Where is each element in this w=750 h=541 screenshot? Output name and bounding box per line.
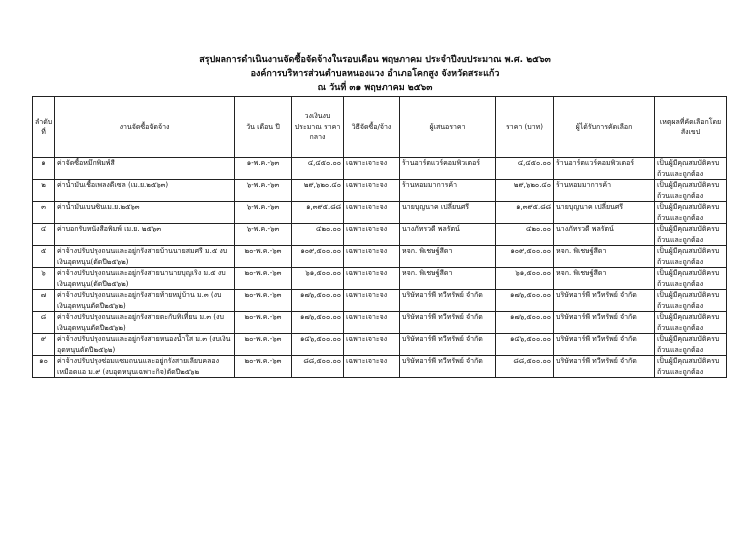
cell-date: ๒๐-พ.ค.-๖๓: [235, 290, 292, 312]
cell-bidder: นางภัทรวดี พลรัตน์: [400, 224, 496, 246]
document-header: [0, 54, 750, 96]
cell-method: เฉพาะเจาะจง: [344, 268, 400, 290]
cell-winner: บริษัทอาร์พี ทวีทรัพย์ จำกัด: [554, 334, 655, 356]
col-header-date: วัน เดือน ปี: [235, 97, 292, 158]
cell-date: ๑-พ.ค.-๖๓: [235, 158, 292, 180]
cell-budget: ๑๗๖,๕๐๐.๐๐: [292, 290, 344, 312]
cell-price: ๖๑,๕๐๐.๐๐: [496, 268, 554, 290]
cell-budget: ๑,๓๙๕.๘๘: [292, 202, 344, 224]
cell-bidder: ร้านหอมมาการค้า: [400, 180, 496, 202]
table-row: [33, 202, 727, 224]
cell-method: เฉพาะเจาะจง: [344, 246, 400, 268]
cell-reason: เป็นผู้มีคุณสมบัติครบถ้วนและถูกต้อง: [655, 246, 727, 268]
cell-bidder: ร้านอาร์ตแวร์คอมพิวเตอร์: [400, 158, 496, 180]
cell-no: ๙: [33, 334, 55, 356]
cell-winner: บริษัทอาร์พี ทวีทรัพย์ จำกัด: [554, 356, 655, 378]
table-row: [33, 268, 727, 290]
cell-no: ๔: [33, 224, 55, 246]
cell-item: ค่าจ้างปรับปรุงถนนและอยู่กรังสายท้ายหมู่บ้าน ม.๓ (งบเงินอุดหนุนตัดปี๒๕๖๒): [55, 290, 235, 312]
cell-winner: นางภัทรวดี พลรัตน์: [554, 224, 655, 246]
cell-no: ๓: [33, 202, 55, 224]
cell-date: ๖-พ.ค.-๖๓: [235, 224, 292, 246]
cell-price: ๑๗๖,๕๐๐.๐๐: [496, 290, 554, 312]
cell-no: ๘: [33, 312, 55, 334]
cell-date: ๖-พ.ค.-๖๓: [235, 180, 292, 202]
table-row: [33, 356, 727, 378]
cell-winner: หจก. พิเชษฐ์สีดา: [554, 268, 655, 290]
cell-no: ๖: [33, 268, 55, 290]
cell-price: ๑,๓๙๕.๘๘: [496, 202, 554, 224]
cell-bidder: หจก. พิเชษฐ์สีดา: [400, 246, 496, 268]
col-header-item: งานจัดซื้อจัดจ้าง: [55, 97, 235, 158]
cell-method: เฉพาะเจาะจง: [344, 312, 400, 334]
cell-winner: นายบุญนาค เปลี่ยนศรี: [554, 202, 655, 224]
col-header-no: ลำดับที่: [33, 97, 55, 158]
organization-name: องค์การบริหารส่วนตำบลหนองแวง อำเภอโคกสูง จังหวัดสระแก้ว: [250, 68, 500, 79]
cell-reason: เป็นผู้มีคุณสมบัติครบถ้วนและถูกต้อง: [655, 224, 727, 246]
col-header-method: วิธีจัดซื้อ/จ้าง: [344, 97, 400, 158]
cell-item: ค่าน้ำมันเชื้อเพลงดีเซล (เม.ย.๒๕๖๓): [55, 180, 235, 202]
cell-method: เฉพาะเจาะจง: [344, 158, 400, 180]
table-header-row: [33, 97, 727, 158]
cell-winner: ร้านหอมมาการค้า: [554, 180, 655, 202]
cell-reason: เป็นผู้มีคุณสมบัติครบถ้วนและถูกต้อง: [655, 268, 727, 290]
cell-winner: หจก. พิเชษฐ์สีดา: [554, 246, 655, 268]
cell-winner: ร้านอาร์ตแวร์คอมพิวเตอร์: [554, 158, 655, 180]
cell-no: ๑: [33, 158, 55, 180]
procurement-table: [32, 96, 727, 378]
cell-date: ๒๐-พ.ค.-๖๓: [235, 356, 292, 378]
cell-winner: บริษัทอาร์พี ทวีทรัพย์ จำกัด: [554, 312, 655, 334]
cell-method: เฉพาะเจาะจง: [344, 334, 400, 356]
table-row: [33, 334, 727, 356]
report-date: ณ วันที่ ๓๑ พฤษภาคม ๒๕๖๓: [317, 83, 433, 93]
cell-reason: เป็นผู้มีคุณสมบัติครบถ้วนและถูกต้อง: [655, 312, 727, 334]
cell-budget: ๘๘,๕๐๐.๐๐: [292, 356, 344, 378]
cell-price: ๔๒๐.๐๐: [496, 224, 554, 246]
cell-reason: เป็นผู้มีคุณสมบัติครบถ้วนและถูกต้อง: [655, 334, 727, 356]
cell-item: ค่าจ้างปรับปรุงถนนและอยู่กรังสายบ้านนายสมศรี ม.๕ งบเงินอุดหนุน(ตัดปี๒๕๖๒): [55, 246, 235, 268]
cell-item: ค่าจ้างปรับปรุงถนนและอยู่กรังสายหนองน้ำใส ม.๓ (งบเงินอุดหนุนตัดปี๒๕๖๒): [55, 334, 235, 356]
cell-item: ค่าจัดซื้อหมึกพิมพ์สี: [55, 158, 235, 180]
cell-item: ค่าจ้างปรับปรุงถนนและอยู่กรังสายตะกับทิเที่ยน ม.๓ (งบเงินอุดหนุนตัดปี๒๕๖๒): [55, 312, 235, 334]
cell-item: ค่าจ้างปรับปรุงถนนและอยู่กรังสายนานายบุญเริง ม.๕ งบเงินอุดหนุน(ตัดปี๒๕๖๒): [55, 268, 235, 290]
cell-budget: ๔,๔๕๐.๐๐: [292, 158, 344, 180]
cell-bidder: นายบุญนาค เปลี่ยนศรี: [400, 202, 496, 224]
table-row: [33, 290, 727, 312]
cell-method: เฉพาะเจาะจง: [344, 224, 400, 246]
cell-method: เฉพาะเจาะจง: [344, 356, 400, 378]
report-title: สรุปผลการดำเนินงานจัดซื้อจัดจ้างในรอบเดือน พฤษภาคม ประจำปีงบประมาณ พ.ศ. ๒๕๖๓: [199, 55, 551, 65]
cell-item: ค่าจ้างปรับปรุงซ่อมแซมถนนและอยู่กรังสายเลียบคลองเหมือดแอ ม.๙ (งบอุดหนุนเฉพาะกิจ)ตัดปี๒๕๖๒: [55, 356, 235, 378]
cell-price: ๑๗๖,๕๐๐.๐๐: [496, 312, 554, 334]
col-header-winner: ผู้ได้รับการคัดเลือก: [554, 97, 655, 158]
col-header-reason: เหตุผลที่คัดเลือกโดยสังเขป: [655, 97, 727, 158]
cell-method: เฉพาะเจาะจง: [344, 202, 400, 224]
cell-bidder: หจก. พิเชษฐ์สีดา: [400, 268, 496, 290]
col-header-price: ราคา (บาท): [496, 97, 554, 158]
cell-reason: เป็นผู้มีคุณสมบัติครบถ้วนและถูกต้อง: [655, 290, 727, 312]
cell-price: ๔,๔๕๐.๐๐: [496, 158, 554, 180]
cell-method: เฉพาะเจาะจง: [344, 290, 400, 312]
cell-budget: ๑๗๖,๕๐๐.๐๐: [292, 312, 344, 334]
cell-date: ๒๐-พ.ค.-๖๓: [235, 334, 292, 356]
cell-reason: เป็นผู้มีคุณสมบัติครบถ้วนและถูกต้อง: [655, 202, 727, 224]
cell-budget: ๑๐๙,๕๐๐.๐๐: [292, 246, 344, 268]
cell-budget: ๑๔๖,๕๐๐.๐๐: [292, 334, 344, 356]
table-row: [33, 224, 727, 246]
cell-price: ๑๐๙,๕๐๐.๐๐: [496, 246, 554, 268]
cell-reason: เป็นผู้มีคุณสมบัติครบถ้วนและถูกต้อง: [655, 158, 727, 180]
cell-reason: เป็นผู้มีคุณสมบัติครบถ้วนและถูกต้อง: [655, 356, 727, 378]
cell-price: ๘๘,๕๐๐.๐๐: [496, 356, 554, 378]
cell-reason: เป็นผู้มีคุณสมบัติครบถ้วนและถูกต้อง: [655, 180, 727, 202]
cell-bidder: บริษัทอาร์พี ทวีทรัพย์ จำกัด: [400, 290, 496, 312]
cell-price: ๑๔๖,๕๐๐.๐๐: [496, 334, 554, 356]
cell-item: ค่าบอกรับหนังสือพิมพ์ เม.ย. ๒๕๖๓: [55, 224, 235, 246]
cell-price: ๒๙,๖๒๐.๔๐: [496, 180, 554, 202]
cell-no: ๗: [33, 290, 55, 312]
cell-date: ๒๐-พ.ค.-๖๓: [235, 246, 292, 268]
table-row: [33, 312, 727, 334]
cell-no: ๒: [33, 180, 55, 202]
cell-date: ๖-พ.ค.-๖๓: [235, 202, 292, 224]
cell-bidder: บริษัทอาร์พี ทวีทรัพย์ จำกัด: [400, 356, 496, 378]
cell-date: ๒๐-พ.ค.-๖๓: [235, 268, 292, 290]
cell-winner: บริษัทอาร์พี ทวีทรัพย์ จำกัด: [554, 290, 655, 312]
cell-item: ค่าน้ำมันเบนซินเม.ย.๒๕๖๓: [55, 202, 235, 224]
cell-date: ๒๐-พ.ค.-๖๓: [235, 312, 292, 334]
cell-no: ๕: [33, 246, 55, 268]
col-header-bidder: ผู้เสนอราคา: [400, 97, 496, 158]
cell-budget: ๖๑,๕๐๐.๐๐: [292, 268, 344, 290]
cell-budget: ๒๙,๖๒๐.๔๐: [292, 180, 344, 202]
table-row: [33, 158, 727, 180]
col-header-budget: วงเงินงบประมาณ ราคากลาง: [292, 97, 344, 158]
cell-no: ๑๐: [33, 356, 55, 378]
cell-bidder: บริษัทอาร์พี ทวีทรัพย์ จำกัด: [400, 312, 496, 334]
table-row: [33, 246, 727, 268]
cell-budget: ๔๒๐.๐๐: [292, 224, 344, 246]
cell-method: เฉพาะเจาะจง: [344, 180, 400, 202]
table-row: [33, 180, 727, 202]
cell-bidder: บริษัทอาร์พี ทวีทรัพย์ จำกัด: [400, 334, 496, 356]
